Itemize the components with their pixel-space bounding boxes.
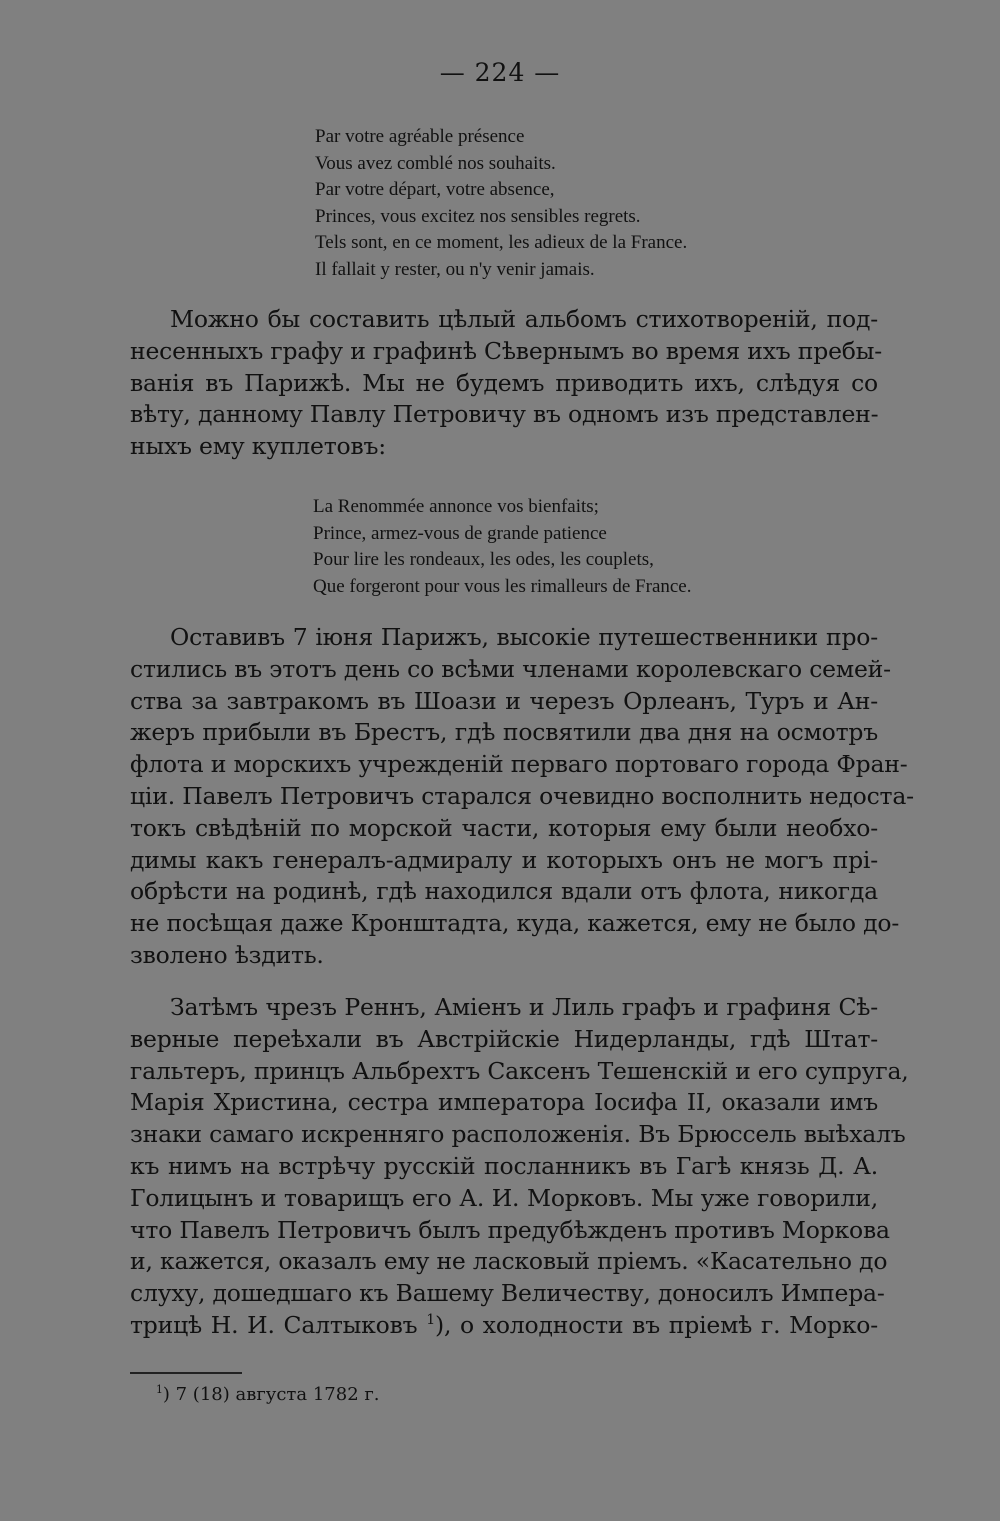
- text-fragment: трицѣ Н. И. Салтыковъ: [130, 1310, 427, 1339]
- text-line: стились въ этотъ день со всѣми членами королевскаго семей-: [130, 654, 891, 683]
- verse-line: Princes, vous excitez nos sensibles regrets.: [315, 205, 641, 227]
- text-line: что Павелъ Петровичъ былъ предубѣжденъ противъ Моркова: [130, 1215, 890, 1244]
- footnote-separator: [130, 1372, 242, 1374]
- text-line: несенныхъ графу и графинѣ Сѣвернымъ во время ихъ пребы-: [130, 336, 883, 365]
- text-line: знаки самаго искренняго расположенія. Въ Брюссель выѣхалъ: [130, 1120, 906, 1149]
- verse-block-2: [313, 494, 692, 600]
- text-line: обрѣсти на родинѣ, гдѣ находился вдали отъ флота, никогда: [130, 877, 878, 906]
- paragraph-3: [130, 992, 909, 1342]
- page-number: — 224 —: [439, 58, 561, 87]
- verse-line: Tels sont, en ce moment, les adieux de la France.: [315, 232, 688, 253]
- verse-line: Par votre agréable présence: [315, 126, 525, 147]
- text-line: зволено ѣздить.: [130, 940, 324, 969]
- text-line: [130, 1310, 878, 1342]
- footnote-text: ) 7 (18) августа 1782 г.: [162, 1384, 380, 1405]
- text-line: димы какъ генералъ-адмиралу и которыхъ онъ не могъ прі-: [130, 845, 878, 874]
- text-line: Затѣмъ чрезъ Реннъ, Аміенъ и Лиль графъ и графиня Сѣ-: [170, 993, 878, 1021]
- text-line: жеръ прибыли въ Брестъ, гдѣ посвятили два дня на осмотръ: [130, 718, 878, 747]
- text-line: верные переѣхали въ Австрійскіе Нидерланды, гдѣ Штат-: [130, 1024, 878, 1053]
- verse-line: Que forgeront pour vous les rimalleurs de France.: [313, 575, 692, 597]
- text-line: Марія Христина, сестра императора Іосифа II, оказали имъ: [130, 1088, 878, 1117]
- text-line: ванія въ Парижѣ. Мы не будемъ приводить ихъ, слѣдуя со: [130, 368, 878, 397]
- text-fragment: ), о холодности въ пріемѣ г. Морко-: [434, 1310, 878, 1339]
- footnote: [156, 1384, 380, 1405]
- verse-line: Prince, armez-vous de grande patience: [313, 522, 607, 544]
- verse-line: Par votre départ, votre absence,: [315, 179, 555, 200]
- verse-block-1: [315, 124, 687, 283]
- text-line: слуху, дошедшаго къ Вашему Величеству, доносилъ Импера-: [130, 1279, 885, 1308]
- text-line: ства за завтракомъ въ Шоази и черезъ Орлеанъ, Туръ и Ан-: [130, 686, 878, 715]
- text-line: не посѣщая даже Кронштадта, куда, кажется, ему не было до-: [130, 909, 900, 938]
- text-line: къ нимъ на встрѣчу русскій посланникъ въ Гагѣ князь Д. А.: [130, 1151, 878, 1180]
- text-line: флота и морскихъ учрежденій перваго портоваго города Фран-: [130, 750, 908, 779]
- verse-line: Il fallait y rester, ou n'y venir jamais.: [315, 258, 595, 280]
- text-line: и, кажется, оказалъ ему не ласковый пріемъ. «Касательно до: [130, 1247, 888, 1276]
- text-line: токъ свѣдѣній по морской части, которыя ему были необхо-: [130, 813, 878, 842]
- text-line: ныхъ ему куплетовъ:: [130, 432, 386, 461]
- text-line: ціи. Павелъ Петровичъ старался очевидно восполнить недоста-: [130, 781, 914, 810]
- text-line: Голицынъ и товарищъ его А. И. Морковъ. Мы уже говорили,: [130, 1183, 878, 1212]
- text-line: гальтеръ, принцъ Альбрехтъ Саксенъ Тешенскій и его супруга,: [130, 1056, 909, 1085]
- footnote-marker: 1: [156, 1383, 163, 1396]
- text-line: Оставивъ 7 іюня Парижъ, высокіе путешественники про-: [170, 623, 878, 651]
- verse-line: La Renommée annonce vos bienfaits;: [313, 496, 599, 517]
- verse-line: Vous avez comblé nos souhaits.: [315, 152, 556, 174]
- paragraph-1: [130, 304, 883, 463]
- footnote-reference: 1: [426, 1312, 435, 1329]
- verse-line: Pour lire les rondeaux, les odes, les couplets,: [313, 549, 654, 570]
- text-line: вѣту, данному Павлу Петровичу въ одномъ изъ представлен-: [130, 400, 879, 429]
- paragraph-2: [130, 622, 914, 972]
- text-line: Можно бы составить цѣлый альбомъ стихотвореній, под-: [170, 305, 878, 333]
